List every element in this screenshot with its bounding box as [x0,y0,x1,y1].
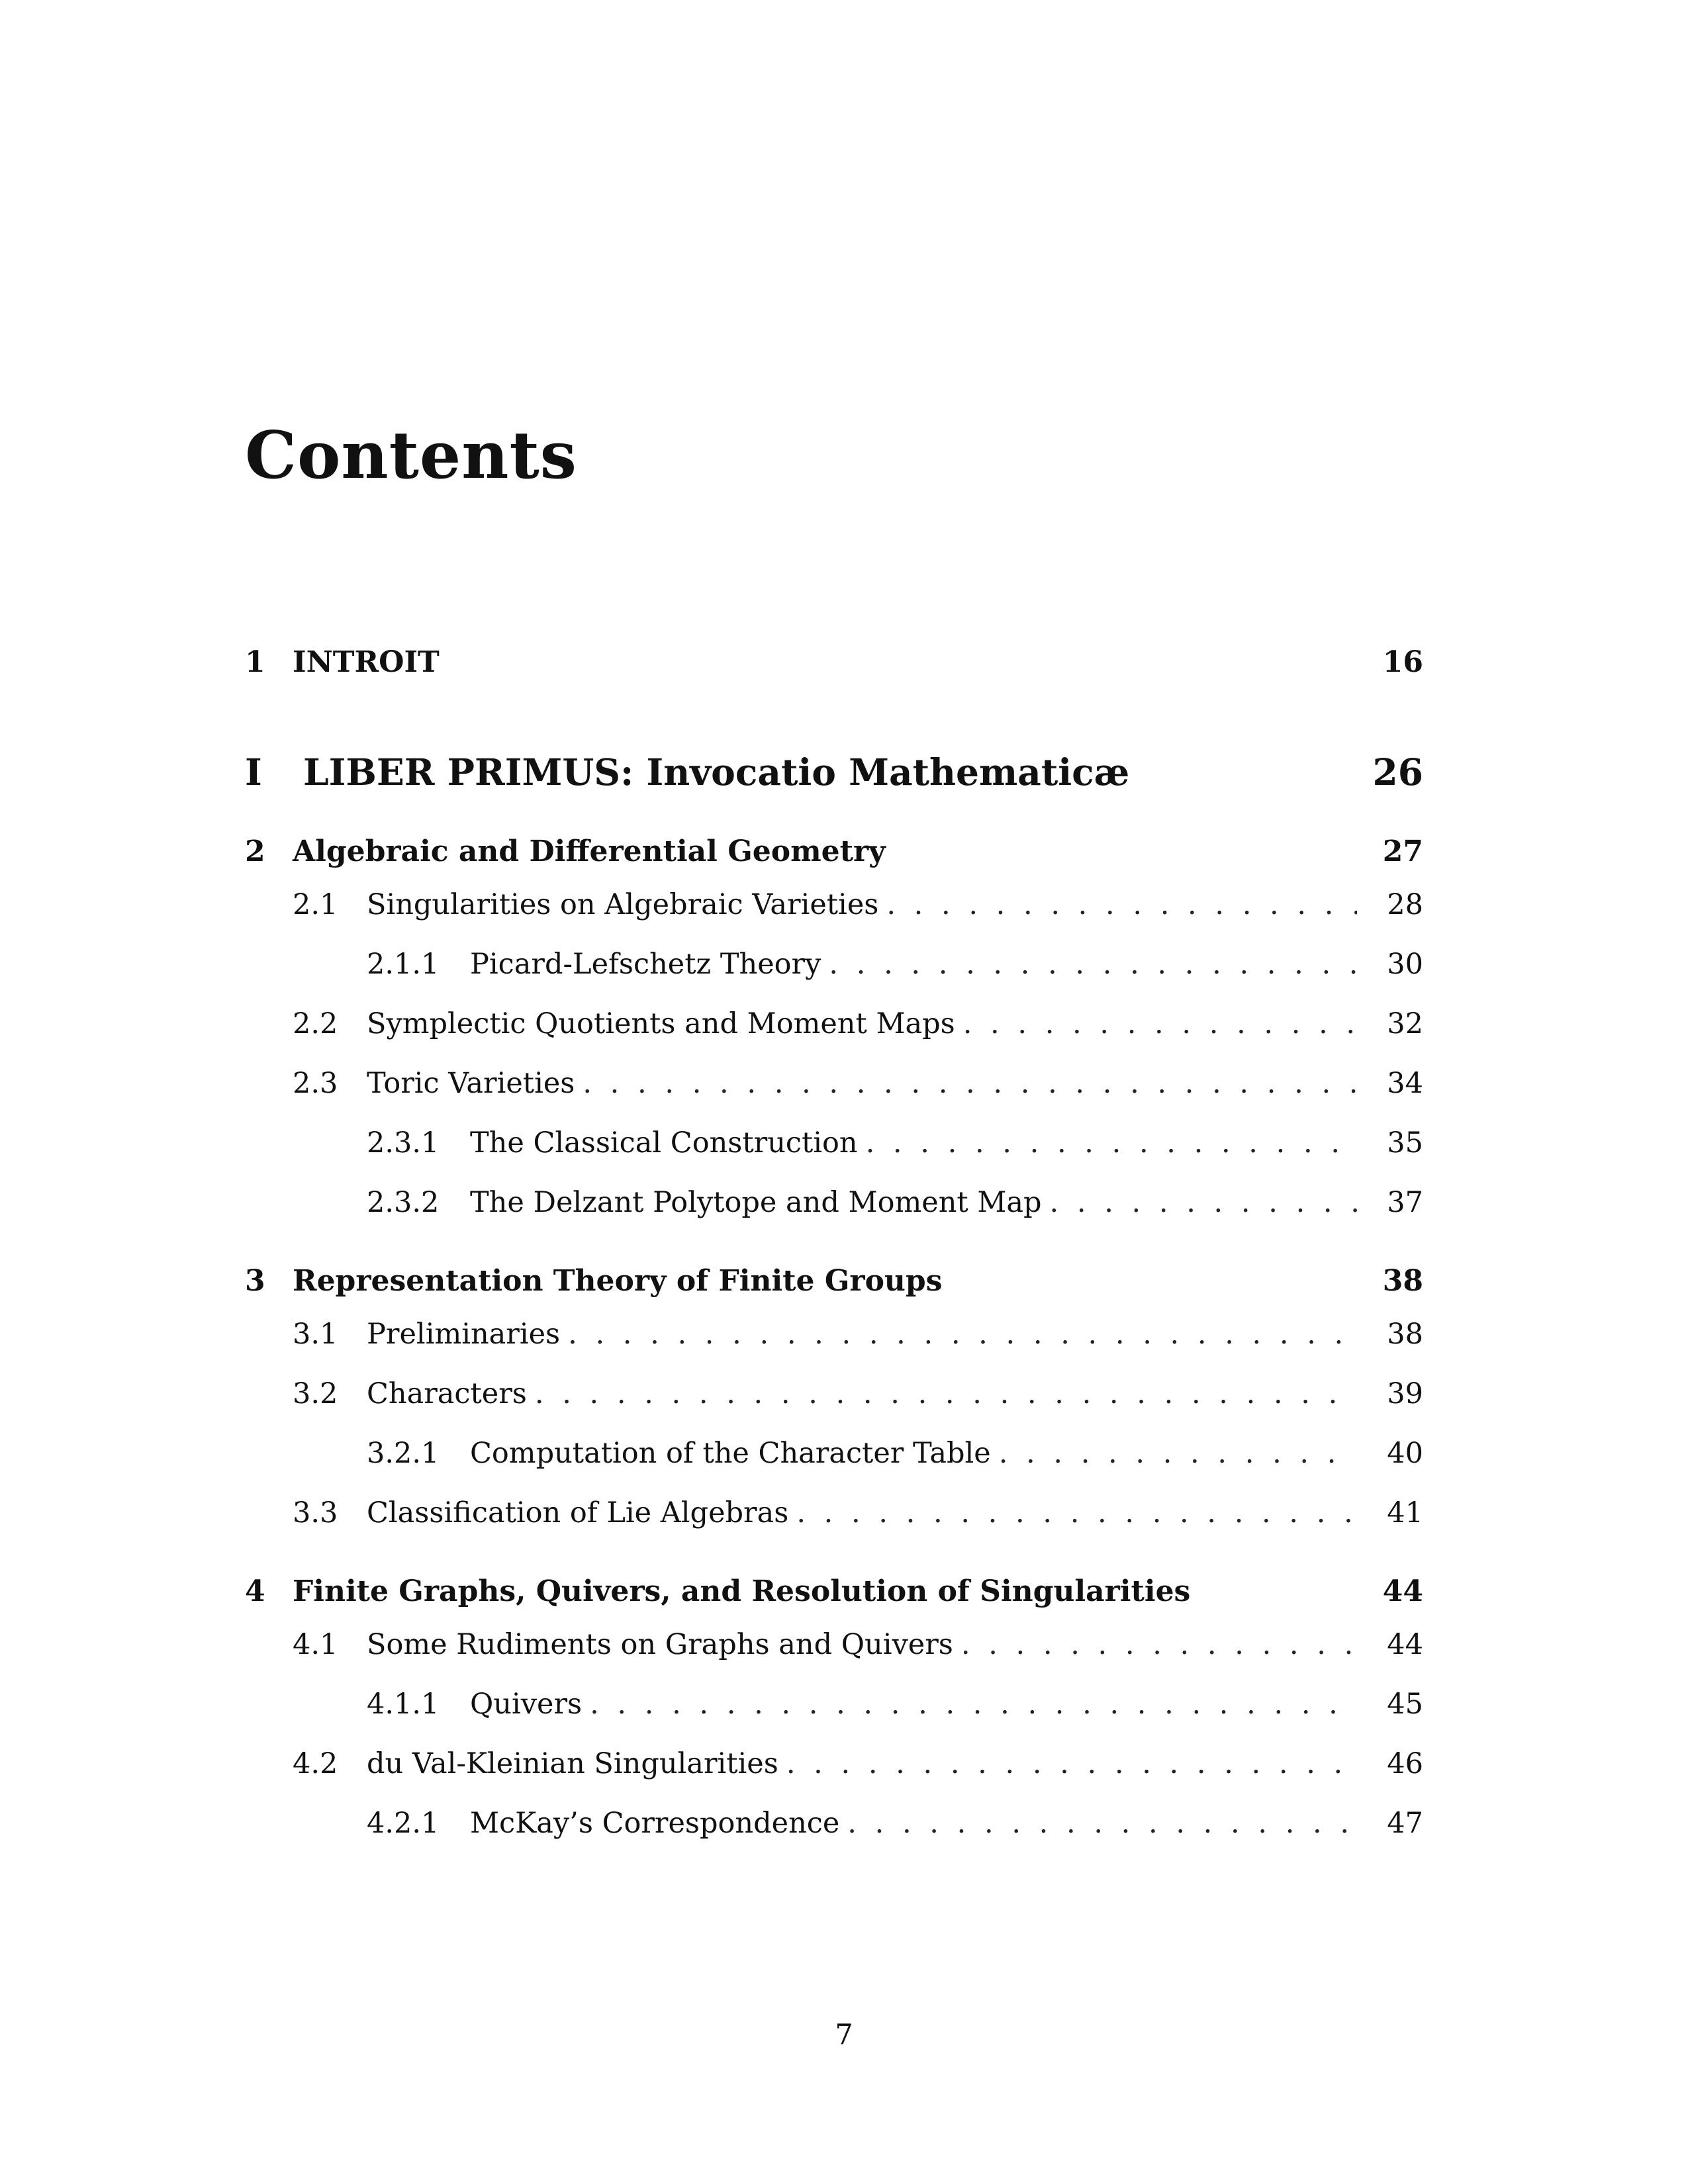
dot-leader [1050,1186,1357,1219]
toc-entry-title: INTROIT [293,645,440,679]
toc-section-2-1[interactable] [293,875,1423,934]
toc-entry-number: 4.2.1 [367,1807,440,1840]
toc-entry-number: 2.3.1 [367,1126,440,1160]
toc-entry-page: 37 [1387,1186,1423,1219]
toc-entry-page: 27 [1382,835,1423,868]
toc-entry-title: Classification of Lie Algebras [367,1496,789,1529]
toc-entry-title: LIBER PRIMUS: Invocatio Mathematicæ [303,751,1130,794]
table-of-contents [245,645,1423,1853]
toc-entry-page: 35 [1387,1126,1423,1160]
toc-entry-page: 44 [1382,1574,1423,1608]
toc-entry-number: 2.3 [293,1067,338,1100]
toc-section-4-2[interactable] [293,1734,1423,1794]
toc-entry-number: 3 [245,1264,265,1298]
toc-part-1[interactable] [245,751,1423,794]
toc-entry-number: 1 [245,645,265,679]
toc-entry-title: Finite Graphs, Quivers, and Resolution of Singularities [293,1574,1191,1608]
dot-leader [535,1377,1357,1410]
dot-leader [999,1437,1357,1470]
toc-subsection-2-1-1[interactable] [367,934,1423,994]
toc-entry-title: Singularities on Algebraic Varieties [367,888,879,921]
toc-subsection-4-2-1[interactable] [367,1794,1423,1853]
toc-entry-title: Characters [367,1377,527,1410]
toc-entry-page: 16 [1382,645,1423,679]
toc-section-3-2[interactable] [293,1364,1423,1424]
toc-section-2-2[interactable] [293,994,1423,1054]
toc-entry-number: I [245,751,262,794]
dot-leader [796,1496,1357,1529]
dot-leader [590,1688,1357,1721]
toc-entry-title: Some Rudiments on Graphs and Quivers [367,1628,953,1661]
toc-chapter-4[interactable] [245,1574,1423,1608]
dot-leader [568,1318,1357,1351]
toc-entry-title: Quivers [470,1688,583,1721]
toc-entry-page: 26 [1372,751,1423,794]
toc-entry-number: 4.1 [293,1628,338,1661]
toc-entry-page: 46 [1387,1747,1423,1780]
toc-entry-title: Symplectic Quotients and Moment Maps [367,1007,955,1040]
toc-entry-title: The Classical Construction [470,1126,858,1160]
toc-entry-number: 3.1 [293,1318,338,1351]
toc-entry-page: 38 [1382,1264,1423,1298]
toc-entry-number: 4 [245,1574,265,1608]
dot-leader [866,1126,1357,1160]
toc-subsection-4-1-1[interactable] [367,1674,1423,1734]
toc-entry-page: 40 [1387,1437,1423,1470]
toc-entry-page: 45 [1387,1688,1423,1721]
toc-entry-page: 39 [1387,1377,1423,1410]
page-title: Contents [245,418,577,494]
toc-entry-number: 3.2.1 [367,1437,440,1470]
toc-entry-page: 28 [1387,888,1423,921]
toc-section-4-1[interactable] [293,1615,1423,1674]
toc-entry-title: Toric Varieties [367,1067,575,1100]
toc-entry-title: du Val-Kleinian Singularities [367,1747,778,1780]
toc-section-3-1[interactable] [293,1304,1423,1364]
toc-subsection-2-3-1[interactable] [367,1113,1423,1173]
dot-leader [847,1807,1357,1840]
dot-leader [886,888,1357,921]
toc-entry-title: The Delzant Polytope and Moment Map [470,1186,1042,1219]
toc-subsection-2-3-2[interactable] [367,1173,1423,1232]
toc-entry-number: 4.2 [293,1747,338,1780]
dot-leader [963,1007,1357,1040]
toc-entry-number: 4.1.1 [367,1688,440,1721]
toc-entry-page: 30 [1387,948,1423,981]
toc-entry-title: McKay’s Correspondence [470,1807,840,1840]
toc-entry-number: 2.2 [293,1007,338,1040]
toc-section-3-3[interactable] [293,1483,1423,1543]
toc-entry-title: Representation Theory of Finite Groups [293,1264,943,1298]
dot-leader [786,1747,1357,1780]
dot-leader [829,948,1357,981]
dot-leader [961,1628,1357,1661]
toc-entry-number: 3.2 [293,1377,338,1410]
toc-entry-number: 2.1 [293,888,338,921]
toc-section-2-3[interactable] [293,1054,1423,1113]
toc-entry-number: 3.3 [293,1496,338,1529]
toc-entry-title: Computation of the Character Table [470,1437,991,1470]
toc-entry-page: 41 [1387,1496,1423,1529]
toc-entry-page: 47 [1387,1807,1423,1840]
toc-entry-number: 2.3.2 [367,1186,440,1219]
toc-chapter-2[interactable] [245,835,1423,868]
page-number: 7 [835,2019,853,2052]
toc-subsection-3-2-1[interactable] [367,1424,1423,1483]
toc-entry-title: Algebraic and Differential Geometry [293,835,886,868]
toc-entry-page: 44 [1387,1628,1423,1661]
toc-entry-number: 2.1.1 [367,948,440,981]
toc-chapter-3[interactable] [245,1264,1423,1298]
toc-entry-title: Picard-Lefschetz Theory [470,948,821,981]
toc-entry-page: 32 [1387,1007,1423,1040]
toc-entry-page: 38 [1387,1318,1423,1351]
toc-chapter-1[interactable] [245,645,1423,679]
toc-entry-title: Preliminaries [367,1318,561,1351]
dot-leader [583,1067,1357,1100]
toc-entry-number: 2 [245,835,265,868]
toc-entry-page: 34 [1387,1067,1423,1100]
